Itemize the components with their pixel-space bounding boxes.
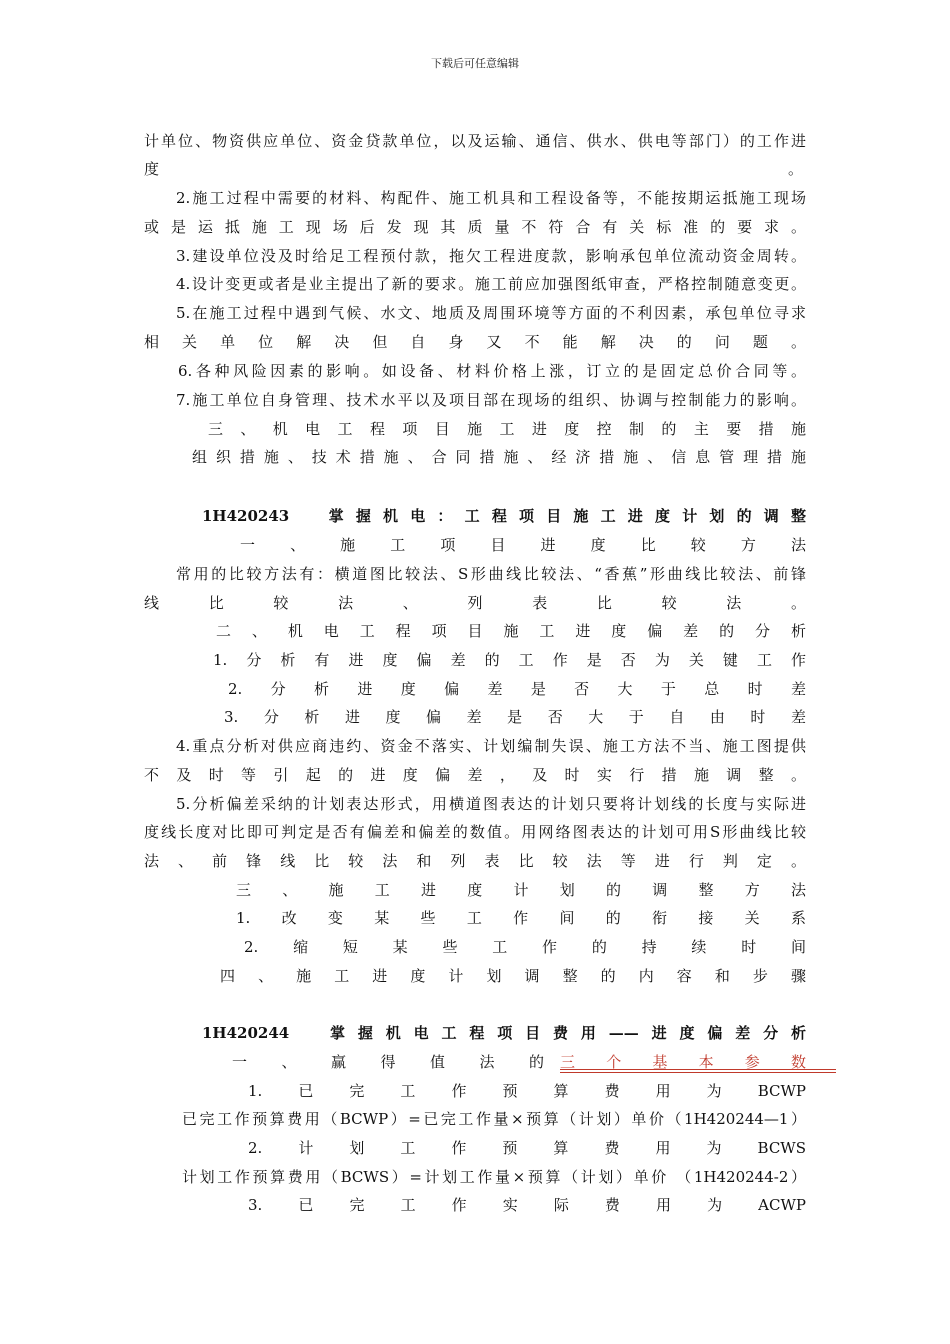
text-line: 7.施工单位自身管理、技术水平以及项目部在现场的组织、协调与控制能力的影响。 (176, 391, 806, 409)
text-line: 5.在施工过程中遇到气候、水文、地质及周围环境等方面的不利因素，承包单位寻求 (176, 304, 806, 322)
text-line: 1.已完工作预算费用为BCWP (248, 1082, 806, 1100)
text-line: 3.建设单位没及时给足工程预付款，拖欠工程进度款，影响承包单位流动资金周转。 (176, 247, 806, 265)
page-header: 下载后可任意编辑 (431, 57, 519, 70)
text-line: 4.重点分析对供应商违约、资金不落实、计划编制失误、施工方法不当、施工图提供 (176, 737, 806, 755)
text-line: 度 (144, 160, 160, 178)
text-line: 1.分析有进度偏差的工作是否为关键工作 (213, 651, 806, 669)
section-heading: 四、施工进度计划调整的内容和步骤 (220, 967, 806, 985)
text-line: 不及时等引起的进度偏差，及时实行措施调整。 (144, 766, 806, 784)
text-line: 相关单位解决但自身又不能解决的问题。 (144, 333, 806, 351)
text-line: 3.分析进度偏差是否大于自由时差 (224, 708, 806, 726)
red-underline (560, 1072, 836, 1073)
text-line: 组织措施、技术措施、合同措施、经济措施、信息管理措施 (192, 448, 806, 466)
section-heading: 一、施工项目进度比较方法 (240, 536, 806, 554)
text-line: 度线长度对比即可判定是否有偏差和偏差的数值。用网络图表达的计划可用S形曲线比较 (144, 823, 806, 841)
section-heading: 三、机电工程项目施工进度控制的主要措施 (208, 420, 806, 438)
text-line: 或是运抵施工现场后发现其质量不符合有关标准的要求。 (144, 218, 806, 236)
text-line: 2.施工过程中需要的材料、构配件、施工机具和工程设备等，不能按期运抵施工现场 (176, 189, 806, 207)
topic-heading: 1H420244 掌握机电工程项目费用——进度偏差分析 (202, 1024, 806, 1042)
formula-line: 已完工作预算费用（BCWP）=已完工作量×预算（计划）单价（1H420244—1） (182, 1110, 806, 1128)
text-line: 3.已完工作实际费用为ACWP (248, 1196, 806, 1214)
topic-heading: 1H420243 掌握机电：工程项目施工进度计划的调整 (202, 507, 806, 525)
formula-line: 计划工作预算费用（BCWS）=计划工作量×预算（计划）单价 （1H420244-2） (182, 1168, 806, 1186)
text-line: 2.计划工作预算费用为BCWS (248, 1139, 806, 1157)
text-line: 4.设计变更或者是业主提出了新的要求。施工前应加强图纸审查，严格控制随意变更。 (176, 275, 806, 293)
text-line: 2.分析进度偏差是否大于总时差 (228, 680, 806, 698)
section-heading: 二、机电工程项目施工进度偏差的分析 (216, 622, 806, 640)
highlighted-phrase: 三个基本参数 (560, 1053, 806, 1071)
section-heading: 三、施工进度计划的调整方法 (236, 881, 806, 899)
text-line: 法、前锋线比较法和列表比较法等进行判定。 (144, 852, 806, 870)
text-line: 。 (788, 160, 804, 178)
text-line: 计单位、物资供应单位、资金贷款单位，以及运输、通信、供水、供电等部门）的工作进 (144, 132, 806, 150)
text-line: 常用的比较方法有：横道图比较法、S形曲线比较法、“香蕉”形曲线比较法、前锋 (176, 565, 806, 583)
text-line: 1.改变某些工作间的衔接关系 (236, 909, 806, 927)
text-line: 2.缩短某些工作的持续时间 (244, 938, 806, 956)
section-heading: 一、赢得值法的 (232, 1053, 544, 1071)
text-line: 线比较法、列表比较法。 (144, 594, 806, 612)
text-line: 6.各种风险因素的影响。如设备、材料价格上涨，订立的是固定总价合同等。 (178, 362, 806, 380)
red-underline (560, 1069, 836, 1070)
text-line: 5.分析偏差采纳的计划表达形式，用横道图表达的计划只要将计划线的长度与实际进 (176, 795, 806, 813)
